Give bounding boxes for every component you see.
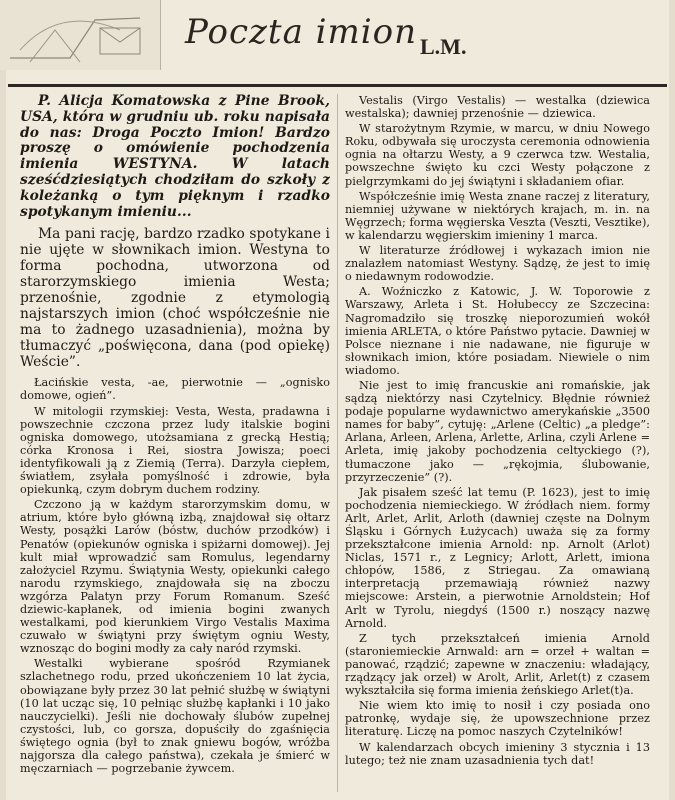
text-paragraph: Nie jest to imię francuskie ani romańskie, jak sądzą niektórzy nasi Czytelnicy. Błędnie również podaje popularne wydawnictwo amerykańskie „3500 names for baby”, cytuję: „Arlene (Celtic) „a pledge”: Arlana, Arleen, Arlena, Arlette, Arlina, czyli Arlene = Arleta, imię jakoby pochodzenia celtyckiego (?), tłumaczone jako — „rękojmia, ślubowanie, przyrzeczenie” (?). bbox=[345, 378, 650, 484]
paper-edge-left bbox=[0, 0, 6, 800]
reader-letter: P. Alicja Komatowska z Pine Brook, USA, która w grudniu ub. roku napisała do nas: Droga Poczto Imion! Bardzo proszę o omówienie pochodzenia imienia WESTYNA. W latach sześćdziesiątych chodziłam do szkoły z koleżanką o tym pięknym i rzadko spotykanym imieniu... bbox=[20, 94, 330, 220]
text-paragraph: Nie wiem kto imię to nosił i czy posiada ono patronkę, wydaje się, że upowszechnione przez literaturę. Liczę na pomoc naszych Czytelników! bbox=[345, 699, 650, 739]
text-paragraph: A. Woźniczko z Katowic, J. W. Toporowie z Warszawy, Arleta i St. Hołubeccy ze Szczecina: Nagromadziło się troszkę nieporozumień wokół imienia ARLETA, o które Państwo pytacie. Dawniej w Polsce nieznane i nie nadawane, nie figuruje w słownikach imion, które posiadam. Niewiele o nim wiadomo. bbox=[345, 285, 650, 377]
text-paragraph: W kalendarzach obcych imieniny 3 stycznia i 13 lutego; też nie znam uzasadnienia tych dat! bbox=[345, 740, 650, 767]
text-paragraph: Vestalis (Virgo Vestalis) — westalka (dziewica westalska); dawniej przenośnie — dziewica. bbox=[345, 94, 650, 121]
text-paragraph: Westalki wybierane spośród Rzymianek szlachetnego rodu, przed ukończeniem 10 lat życia, obowiązane były przez 30 lat pełnić służbę w świątyni (10 lat ucząc się, 10 pełniąc służbę kapłanki i 10 jako nauczycielki). Jeśli nie dochowały ślubów zupełnej czystości, lub, co gorsza, dopuściły do zgaśnięcia świętego ognia (był to znak gniewu bogów, wróżba najgorsza dla całego państwa), czekała je śmierć w męczarniach — pogrzebanie żywcem. bbox=[20, 657, 330, 776]
text-paragraph: W mitologii rzymskiej: Vesta, Westa, pradawna i powszechnie czczona przez ludy italskie bogini ogniska domowego, utożsamiana z grecką Hestią; córka Kronosa i Rei, siostra Jowisza; poeci identyfikowali ją z Ziemią (Terra). Darzyła ciepłem, światłem, zsyłała pomyślność i zdrowie, była opiekunką, czym dobrym duchem rodziny. bbox=[20, 404, 330, 497]
header-rule bbox=[8, 84, 667, 87]
left-column bbox=[20, 94, 330, 794]
right-column bbox=[345, 94, 650, 794]
text-paragraph: Z tych przekształceń imienia Arnold (staroniemieckie Arnwald: arn = orzeł + waltan = panować, rządzić; zapewne w znaczeniu: władający, rządzący jak orzeł) w Arolt, Arlit, Arlet(t) z czasem wykształciła się forma imienia żeńskiego Arlet(t)a. bbox=[345, 631, 650, 698]
section-title: Poczta imion bbox=[185, 12, 418, 52]
answer-paragraph: Ma pani rację, bardzo rzadko spotykane i nie ujęte w słownikach imion. Westyna to forma pochodna, utworzona od starorzymskiego imienia Westa; przenośnie, zgodnie z etymologią najstarszych imion (choć współcześnie nie ma to żadnego uzasadnienia), można by tłumaczyć „poświęcona, dana (pod opiekę) Weście”. bbox=[20, 226, 330, 371]
column-divider bbox=[337, 94, 338, 792]
envelope-logo-icon bbox=[0, 0, 161, 70]
text-paragraph: Jak pisałem sześć lat temu (P. 1623), jest to imię pochodzenia niemieckiego. W źródłach niem. formy Arlt, Arlet, Arlit, Arloth (dawniej częste na Dolnym Śląsku i Górnych Łużycach) uważa się za formy przekształcone imienia Arnold: np. Arnolt (Arlot) Niclas, 1571 r., z Legnicy; Arlott, Arlett, imiona chłopów, 1586, z Striegau. Za omawianą interpretacją przemawiają również nazwy miejscowe: Arstein, a pierwotnie Arnoldstein; Hof Arlt w Tyrolu, niegdyś (1500 r.) noszący nazwę Arnold. bbox=[345, 485, 650, 630]
paper-edge-right bbox=[669, 0, 675, 800]
text-paragraph: Czczono ją w każdym starorzymskim domu, w atrium, które było główną izbą, znajdował się ołtarz Westy, posążki Larów (bóstw, duchów przodków) i Penatów (opiekunów ogniska i spiżarni domowej). Jej kult miał wprowadzić sam Romulus, legendarny założyciel Rzymu. Świątynia Westy, opiekunki całego narodu rzymskiego, znajdowała się na zboczu wzgórza Palatyn przy Forum Romanum. Sześć dziewic-kapłanek, od imienia bogini zwanych westalkami, pod kierunkiem Virgo Vestalis Maxima czuwało w świątyni przy świętym ogniu Westy, wznosząc do bogini modły za cały naród rzymski. bbox=[20, 498, 330, 656]
author-initials: L.M. bbox=[420, 34, 467, 59]
text-paragraph: Łacińskie vesta, -ae, pierwotnie — „ognisko domowe, ogień”. bbox=[20, 376, 330, 403]
text-paragraph: Współcześnie imię Westa znane raczej z literatury, niemniej używane w niektórych krajach, m. in. na Węgrzech; forma węgierska Veszta (Veszti, Vesztike), w kalendarzu węgierskim imieniny 1 marca. bbox=[345, 189, 650, 242]
text-paragraph: W starożytnym Rzymie, w marcu, w dniu Nowego Roku, odbywała się uroczysta ceremonia odnowienia ognia na ołtarzu Westy, a 9 czerwca tzw. Westalia, powszechne święto ku czci Westy połączone z pielgrzymkami do jej świątyni i składaniem ofiar. bbox=[345, 122, 650, 188]
text-paragraph: W literaturze źródłowej i wykazach imion nie znalazłem natomiast Westyny. Sądzę, że jest to imię o niedawnym rodowodzie. bbox=[345, 244, 650, 284]
column-header bbox=[0, 0, 675, 78]
